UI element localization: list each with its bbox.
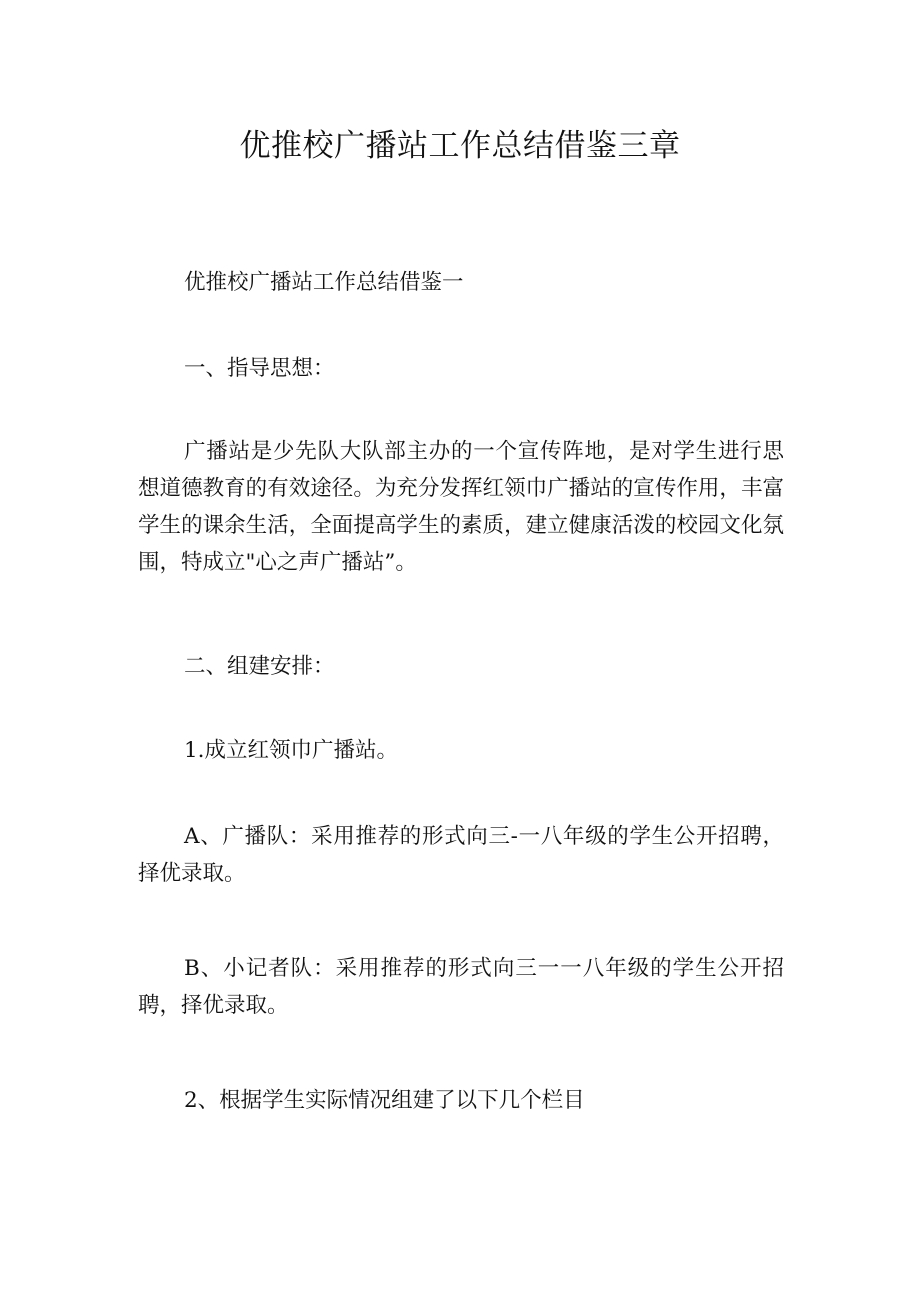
item-columns: 2、根据学生实际情况组建了以下几个栏目 xyxy=(184,1088,585,1113)
document-title: 优推校广播站工作总结借鉴三章 xyxy=(239,128,681,164)
paragraph-broadcast-purpose: 广播站是少先队大队部主办的一个宣传阵地，是对学生进行思想道德教育的有效途径。为充分发挥红领巾广播站的宣传作用，丰富学生的课余生活，全面提高学生的素质，建立健康活泼的校园文化氛围，特成立"心之声广播站”。 xyxy=(138,439,784,575)
item-establish-station: 1.成立红领巾广播站。 xyxy=(184,738,399,763)
item-broadcast-team: A、广播队：采用推荐的形式向三-一八年级的学生公开招聘，择优录取。 xyxy=(138,824,784,886)
section-heading-part-one: 优推校广播站工作总结借鉴一 xyxy=(184,270,464,295)
item-reporter-team: B、小记者队：采用推荐的形式向三一一八年级的学生公开招聘，择优录取。 xyxy=(138,956,784,1018)
heading-guiding-ideology: 一、指导思想： xyxy=(184,356,335,381)
heading-organization-arrangement: 二、组建安排： xyxy=(184,654,335,679)
